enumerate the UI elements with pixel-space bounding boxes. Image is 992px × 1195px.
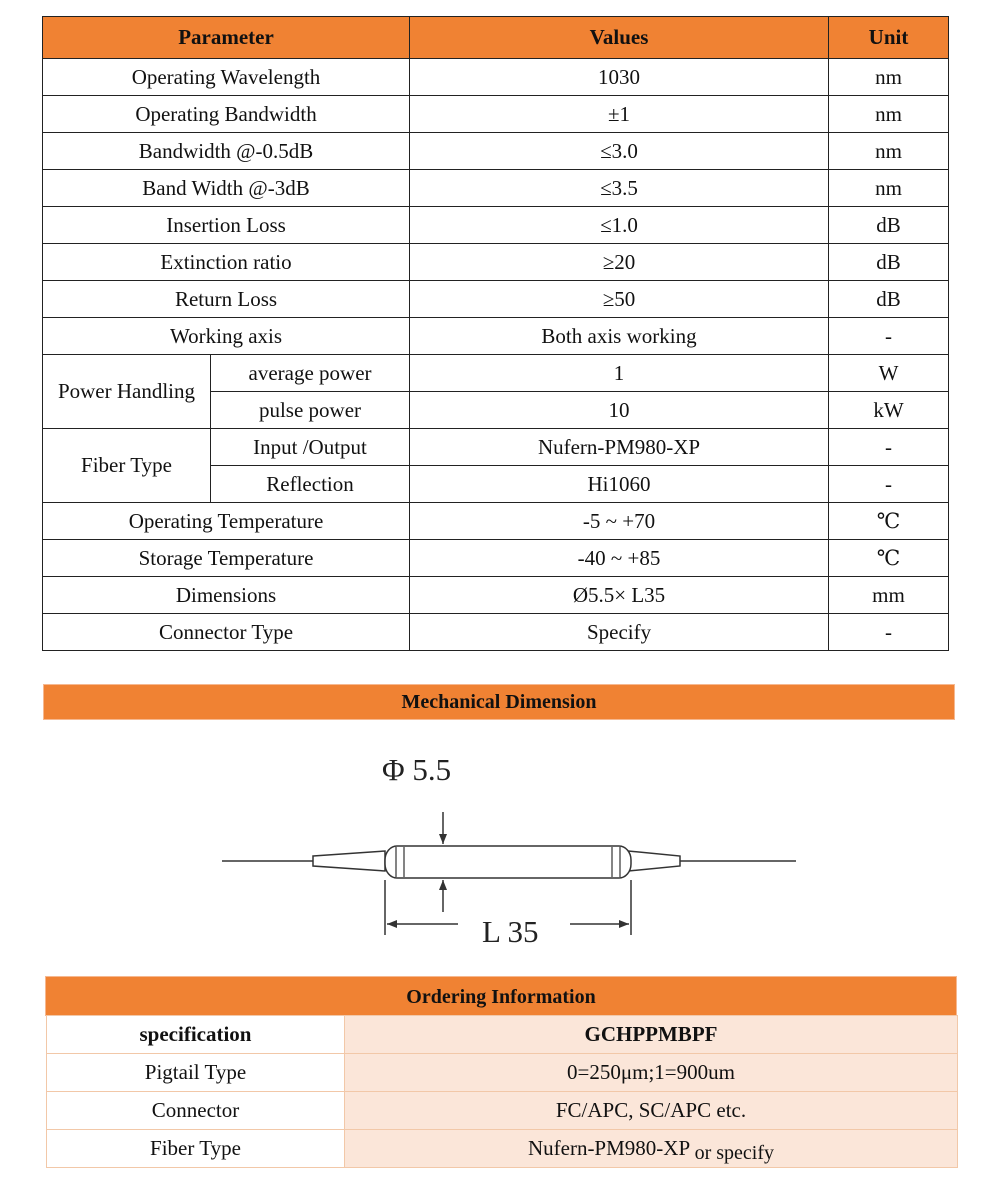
sub-parameter-cell: Reflection — [211, 466, 410, 503]
value-cell: Hi1060 — [410, 466, 829, 503]
table-row — [47, 1054, 958, 1092]
unit-cell: nm — [829, 96, 949, 133]
sub-parameter-cell: pulse power — [211, 392, 410, 429]
order-value: 0=250μm;1=900um — [345, 1054, 958, 1092]
value-cell: 1 — [410, 355, 829, 392]
mechanical-dimension-header: Mechanical Dimension — [44, 685, 954, 719]
value-cell: 1030 — [410, 59, 829, 96]
value-cell: Ø5.5× L35 — [410, 577, 829, 614]
unit-cell: ℃ — [829, 503, 949, 540]
table-row — [43, 614, 949, 651]
ordering-information-header: Ordering Information — [46, 977, 956, 1015]
table-row — [43, 429, 949, 466]
value-cell: ≤1.0 — [410, 207, 829, 244]
unit-cell: W — [829, 355, 949, 392]
table-row — [43, 207, 949, 244]
unit-cell: mm — [829, 577, 949, 614]
order-value: Nufern-PM980-XP — [527, 1136, 690, 1160]
order-label: Connector — [47, 1092, 345, 1130]
left-boot — [313, 851, 385, 871]
order-value-cell — [345, 1130, 958, 1168]
diameter-label: Φ 5.5 — [382, 752, 452, 787]
value-cell: -5 ~ +70 — [410, 503, 829, 540]
value-cell: ≥50 — [410, 281, 829, 318]
parameter-cell: Bandwidth @-0.5dB — [43, 133, 410, 170]
parameter-cell: Operating Temperature — [43, 503, 410, 540]
mechanical-drawing — [0, 730, 992, 970]
specifications-table — [42, 16, 949, 651]
value-cell: ≤3.0 — [410, 133, 829, 170]
table-header-row — [43, 17, 949, 59]
unit-cell: - — [829, 614, 949, 651]
table-row — [47, 1092, 958, 1130]
parameter-cell: Band Width @-3dB — [43, 170, 410, 207]
order-value-suffix: or specify — [694, 1142, 775, 1164]
table-row — [43, 170, 949, 207]
parameter-cell: Return Loss — [43, 281, 410, 318]
sub-parameter-cell: average power — [211, 355, 410, 392]
table-row — [43, 503, 949, 540]
unit-cell: nm — [829, 133, 949, 170]
value-cell: ±1 — [410, 96, 829, 133]
right-boot — [628, 851, 680, 871]
spec-label: specification — [47, 1016, 345, 1054]
parameter-cell: Working axis — [43, 318, 410, 355]
sub-parameter-cell: Input /Output — [211, 429, 410, 466]
arrowhead — [439, 880, 447, 890]
unit-cell: nm — [829, 170, 949, 207]
table-row — [43, 577, 949, 614]
table-row — [47, 1130, 958, 1168]
table-row — [43, 244, 949, 281]
table-row — [43, 133, 949, 170]
ordering-header-row — [47, 1016, 958, 1054]
value-cell: ≤3.5 — [410, 170, 829, 207]
parameter-cell: Connector Type — [43, 614, 410, 651]
order-label: Pigtail Type — [47, 1054, 345, 1092]
value-cell: Both axis working — [410, 318, 829, 355]
power-handling-label: Power Handling — [43, 355, 211, 429]
unit-cell: - — [829, 429, 949, 466]
parameter-cell: Dimensions — [43, 577, 410, 614]
value-cell: 10 — [410, 392, 829, 429]
parameter-cell: Storage Temperature — [43, 540, 410, 577]
header-parameter: Parameter — [43, 17, 410, 59]
table-row — [43, 540, 949, 577]
unit-cell: dB — [829, 244, 949, 281]
table-row — [43, 281, 949, 318]
table-row — [43, 59, 949, 96]
order-label: Fiber Type — [47, 1130, 345, 1168]
order-value: FC/APC, SC/APC etc. — [345, 1092, 958, 1130]
value-cell: -40 ~ +85 — [410, 540, 829, 577]
ordering-table — [46, 1015, 958, 1168]
parameter-cell: Insertion Loss — [43, 207, 410, 244]
fiber-type-label: Fiber Type — [43, 429, 211, 503]
unit-cell: dB — [829, 207, 949, 244]
arrowhead — [619, 920, 629, 928]
value-cell: Specify — [410, 614, 829, 651]
arrowhead — [387, 920, 397, 928]
parameter-cell: Extinction ratio — [43, 244, 410, 281]
value-cell: Nufern-PM980-XP — [410, 429, 829, 466]
table-row — [43, 96, 949, 133]
unit-cell: nm — [829, 59, 949, 96]
part-number: GCHPPMBPF — [345, 1016, 958, 1054]
device-body — [385, 846, 631, 878]
header-unit: Unit — [829, 17, 949, 59]
unit-cell: kW — [829, 392, 949, 429]
table-row — [43, 318, 949, 355]
parameter-cell: Operating Wavelength — [43, 59, 410, 96]
unit-cell: ℃ — [829, 540, 949, 577]
length-label: L 35 — [482, 914, 539, 949]
unit-cell: dB — [829, 281, 949, 318]
table-row — [43, 355, 949, 392]
value-cell: ≥20 — [410, 244, 829, 281]
unit-cell: - — [829, 466, 949, 503]
header-values: Values — [410, 17, 829, 59]
parameter-cell: Operating Bandwidth — [43, 96, 410, 133]
unit-cell: - — [829, 318, 949, 355]
arrowhead — [439, 834, 447, 844]
